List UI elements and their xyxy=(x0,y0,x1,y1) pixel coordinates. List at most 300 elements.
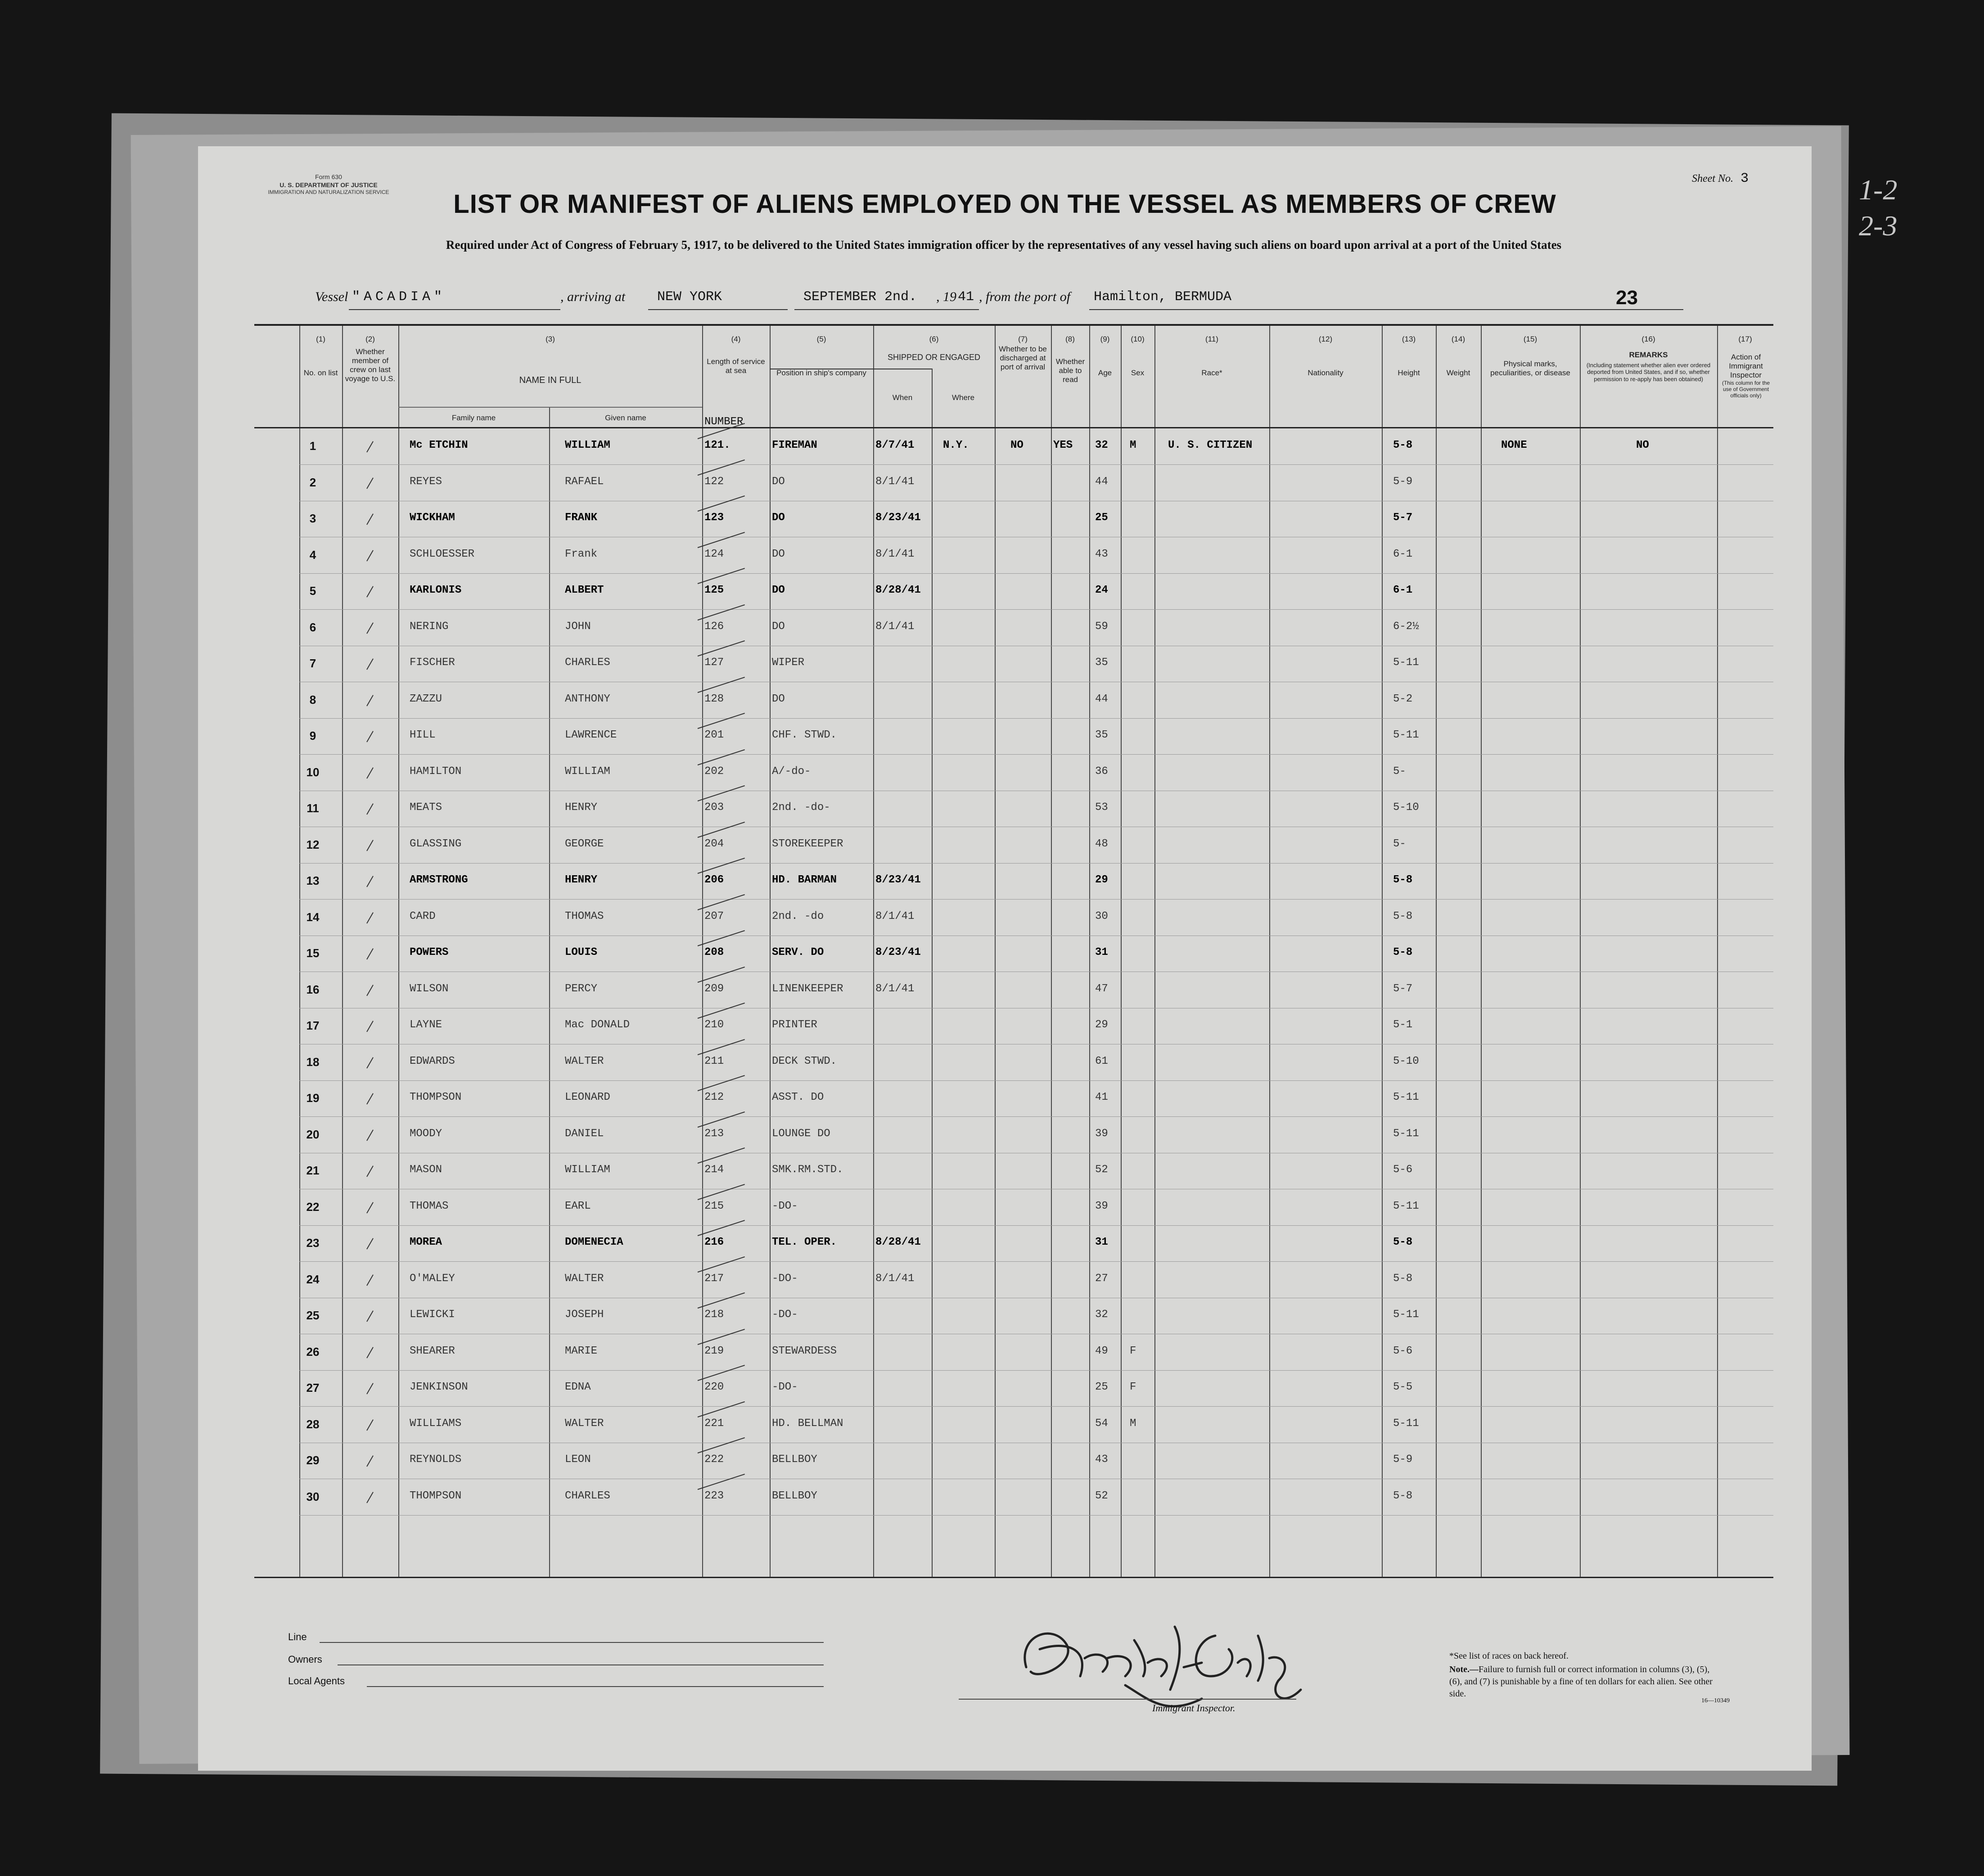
cell-when: 8/1/41 xyxy=(875,548,915,560)
table-row xyxy=(254,538,1773,574)
cell-position: 2nd. -do xyxy=(772,910,824,922)
cell-position: A/-do- xyxy=(772,765,811,778)
cell-number: 210 xyxy=(704,1019,724,1031)
table-row xyxy=(254,429,1773,465)
col-num-17: (17) xyxy=(1738,335,1752,343)
cell-position: TEL. OPER. xyxy=(772,1236,837,1248)
cell-family: Mc ETCHIN xyxy=(410,439,468,451)
col-num-5: (5) xyxy=(816,335,826,343)
cell-age: 29 xyxy=(1095,874,1108,886)
cell-age: 29 xyxy=(1095,1019,1108,1031)
cell-sex: F xyxy=(1130,1345,1136,1357)
cell-position: DO xyxy=(772,548,785,560)
cell-number: 222 xyxy=(704,1453,724,1466)
cell-given: WALTER xyxy=(565,1055,604,1067)
cell-height: 5-7 xyxy=(1393,982,1413,995)
cell-number: 123 xyxy=(704,512,724,524)
cell-given: PERCY xyxy=(565,982,598,995)
cell-height: 5-6 xyxy=(1393,1345,1413,1357)
margin-note-second: 2-3 xyxy=(1859,210,1898,242)
cell-family: JENKINSON xyxy=(410,1381,468,1393)
cell-age: 24 xyxy=(1095,584,1108,596)
cell-family: THOMPSON xyxy=(410,1489,462,1502)
cell-height: 6-2½ xyxy=(1393,620,1419,633)
col-height: Height xyxy=(1398,369,1420,377)
col-able-read: Whether able to read xyxy=(1055,357,1085,384)
cell-when: 8/28/41 xyxy=(875,584,921,596)
cell-nationality: U. S. CITIZEN xyxy=(1168,439,1253,451)
cell-given: MARIE xyxy=(565,1345,598,1357)
cell-number: 121. xyxy=(704,439,730,451)
table-row xyxy=(254,611,1773,647)
line-label: Line xyxy=(288,1631,307,1642)
cell-no: 19 xyxy=(306,1091,320,1105)
cell-given: Mac DONALD xyxy=(565,1019,630,1031)
cell-age: 31 xyxy=(1095,1236,1108,1248)
arriving-label: , arriving at xyxy=(560,289,626,304)
margin-note-top: 1-2 xyxy=(1859,174,1898,206)
cell-given: DOMENECIA xyxy=(565,1236,623,1248)
cell-family: CARD xyxy=(410,910,436,922)
cell-no: 22 xyxy=(306,1200,320,1214)
cell-no: 29 xyxy=(306,1453,320,1467)
cell-age: 52 xyxy=(1095,1489,1108,1502)
col-num-10: (10) xyxy=(1131,335,1145,343)
crew-tick xyxy=(366,513,374,525)
col-inspector-action: Action of Immigrant Inspector xyxy=(1729,353,1763,380)
cell-height: 5-1 xyxy=(1393,1019,1413,1031)
cell-age: 54 xyxy=(1095,1417,1108,1430)
races-note: *See list of races on back hereof. xyxy=(1449,1651,1569,1661)
cell-number: 221 xyxy=(704,1417,724,1430)
cell-height: 5-6 xyxy=(1393,1164,1413,1176)
cell-age: 43 xyxy=(1095,1453,1108,1466)
col-num-4: (4) xyxy=(731,335,741,343)
cell-age: 35 xyxy=(1095,729,1108,741)
cell-number: 126 xyxy=(704,620,724,633)
table-row xyxy=(254,1263,1773,1299)
cell-no: 20 xyxy=(306,1127,320,1141)
cell-no: 18 xyxy=(306,1055,320,1069)
cell-number: 213 xyxy=(704,1127,724,1140)
crew-tick xyxy=(366,622,374,634)
cell-age: 25 xyxy=(1095,512,1108,524)
cell-height: 5- xyxy=(1393,765,1406,778)
cell-when: 8/1/41 xyxy=(875,620,915,633)
cell-family: WILSON xyxy=(410,982,449,995)
table-row xyxy=(254,1335,1773,1371)
cell-height: 5-8 xyxy=(1393,1272,1413,1285)
crew-tick xyxy=(366,1274,374,1286)
cell-no: 10 xyxy=(306,765,320,779)
cell-when: 8/23/41 xyxy=(875,874,921,886)
table-row xyxy=(254,1408,1773,1444)
cell-number: 128 xyxy=(704,693,724,705)
cell-when: 8/7/41 xyxy=(875,439,915,451)
cell-position: DO xyxy=(772,475,785,488)
cell-family: SHEARER xyxy=(410,1345,455,1357)
inspector-label: Immigrant Inspector. xyxy=(1152,1702,1235,1714)
table-row xyxy=(254,1299,1773,1335)
cell-given: RAFAEL xyxy=(565,475,604,488)
cell-height: 5-8 xyxy=(1393,1489,1413,1502)
crew-tick xyxy=(366,441,374,452)
cell-family: SCHLOESSER xyxy=(410,548,475,560)
col-num-7: (7) xyxy=(1018,335,1028,343)
cell-family: LAYNE xyxy=(410,1019,442,1031)
cell-position: FIREMAN xyxy=(772,439,817,451)
crew-tick xyxy=(366,658,374,670)
arrival-date: SEPTEMBER 2nd. xyxy=(803,289,917,305)
sheet-label: Sheet No. xyxy=(1692,173,1733,184)
cell-number: 127 xyxy=(704,657,724,669)
col-last-voyage: Whether member of crew on last voyage to U.S. xyxy=(345,347,396,383)
cell-discharged: NO xyxy=(1010,439,1024,451)
cell-age: 32 xyxy=(1095,1309,1108,1321)
cell-position: LINENKEEPER xyxy=(772,982,843,995)
cell-no: 13 xyxy=(306,874,320,887)
crew-tick xyxy=(366,767,374,778)
crew-tick xyxy=(366,1455,374,1467)
cell-given: WILLIAM xyxy=(565,1164,610,1176)
cell-number: 207 xyxy=(704,910,724,922)
crew-tick xyxy=(366,948,374,959)
cell-given: LOUIS xyxy=(565,946,598,958)
crew-table xyxy=(254,324,1773,1578)
departure-port: Hamilton, BERMUDA xyxy=(1094,289,1232,305)
cell-given: WILLIAM xyxy=(565,439,610,451)
table-row xyxy=(254,502,1773,538)
cell-position: -DO- xyxy=(772,1309,798,1321)
col-num-9: (9) xyxy=(1100,335,1110,343)
table-row xyxy=(254,1045,1773,1081)
cell-height: 5-10 xyxy=(1393,801,1419,814)
cell-no: 2 xyxy=(309,475,316,489)
table-row xyxy=(254,1226,1773,1262)
cell-given: JOHN xyxy=(565,620,591,633)
cell-number: 219 xyxy=(704,1345,724,1357)
col-num-6: (6) xyxy=(929,335,939,343)
col-when: When xyxy=(892,393,913,402)
cell-no: 9 xyxy=(309,729,316,742)
col-nationality: Nationality xyxy=(1308,369,1344,377)
cell-height: 6-1 xyxy=(1393,548,1413,560)
cell-position: DO xyxy=(772,512,785,524)
cell-age: 61 xyxy=(1095,1055,1108,1067)
cell-no: 27 xyxy=(306,1381,320,1395)
cell-age: 59 xyxy=(1095,620,1108,633)
crew-tick xyxy=(366,912,374,923)
cell-number: 206 xyxy=(704,874,724,886)
cell-number: 223 xyxy=(704,1489,724,1502)
col-position: Position in ship's company xyxy=(776,369,866,377)
cell-position: 2nd. -do- xyxy=(772,801,830,814)
cell-where: N.Y. xyxy=(943,439,969,451)
col-given-name: Given name xyxy=(605,414,646,422)
crew-tick xyxy=(366,803,374,814)
cell-no: 15 xyxy=(306,946,320,960)
cell-position: -DO- xyxy=(772,1272,798,1285)
cell-age: 41 xyxy=(1095,1091,1108,1103)
cell-number: 211 xyxy=(704,1055,724,1067)
col-shipped-engaged: SHIPPED OR ENGAGED xyxy=(887,353,981,362)
col-num-2: (2) xyxy=(365,335,375,343)
cell-position: WIPER xyxy=(772,657,805,669)
crew-tick xyxy=(366,985,374,996)
table-row xyxy=(254,719,1773,755)
crew-tick xyxy=(366,1347,374,1358)
cell-number: 202 xyxy=(704,765,724,778)
cell-family: LEWICKI xyxy=(410,1309,455,1321)
sheet-number xyxy=(1692,171,1749,186)
cell-age: 32 xyxy=(1095,439,1108,451)
cell-height: 5-11 xyxy=(1393,657,1419,669)
cell-number: 201 xyxy=(704,729,724,741)
col-inspector-note: (This column for the use of Government officials only) xyxy=(1722,380,1770,399)
cell-age: 43 xyxy=(1095,548,1108,560)
cell-position: BELLBOY xyxy=(772,1489,817,1502)
cell-number: 214 xyxy=(704,1164,724,1176)
table-row xyxy=(254,756,1773,792)
cell-height: 5-11 xyxy=(1393,1309,1419,1321)
cell-age: 47 xyxy=(1095,982,1108,995)
cell-position: DO xyxy=(772,620,785,633)
cell-marks: NONE xyxy=(1501,439,1527,451)
cell-number: 208 xyxy=(704,946,724,958)
cell-family: WICKHAM xyxy=(410,512,455,524)
cell-no: 26 xyxy=(306,1345,320,1359)
crew-tick xyxy=(366,1129,374,1141)
col-where: Where xyxy=(951,393,975,402)
cell-no: 7 xyxy=(309,657,316,670)
cell-family: FISCHER xyxy=(410,657,455,669)
cell-age: 31 xyxy=(1095,946,1108,958)
cell-no: 1 xyxy=(309,439,316,453)
cell-given: EDNA xyxy=(565,1381,591,1393)
cell-height: 5-11 xyxy=(1393,1200,1419,1212)
cell-position: DO xyxy=(772,584,785,596)
local-agents-label: Local Agents xyxy=(288,1675,345,1687)
cell-position: HD. BELLMAN xyxy=(772,1417,843,1430)
crew-tick xyxy=(366,1021,374,1032)
col-num-13: (13) xyxy=(1402,335,1416,343)
crew-tick xyxy=(366,1165,374,1177)
crew-tick xyxy=(366,876,374,887)
cell-sex: M xyxy=(1130,439,1136,451)
cell-age: 36 xyxy=(1095,765,1108,778)
cell-height: 5-11 xyxy=(1393,1417,1419,1430)
col-age: Age xyxy=(1098,369,1112,377)
cell-position: SERV. DO xyxy=(772,946,824,958)
cell-position: DO xyxy=(772,693,785,705)
cell-no: 5 xyxy=(309,584,316,598)
cell-when: 8/1/41 xyxy=(875,475,915,488)
table-row xyxy=(254,864,1773,900)
crew-tick xyxy=(366,477,374,489)
cell-given: LEONARD xyxy=(565,1091,610,1103)
cell-no: 23 xyxy=(306,1236,320,1250)
table-row xyxy=(254,647,1773,683)
cell-sex: M xyxy=(1130,1417,1136,1430)
cell-age: 53 xyxy=(1095,801,1108,814)
cell-position: -DO- xyxy=(772,1381,798,1393)
cell-position: PRINTER xyxy=(772,1019,817,1031)
cell-no: 12 xyxy=(306,837,320,851)
crew-tick xyxy=(366,1202,374,1213)
cell-given: WILLIAM xyxy=(565,765,610,778)
cell-sex: F xyxy=(1130,1381,1136,1393)
cell-family: MASON xyxy=(410,1164,442,1176)
cell-family: HILL xyxy=(410,729,436,741)
cell-family: O'MALEY xyxy=(410,1272,455,1285)
department-name: U. S. DEPARTMENT OF JUSTICE xyxy=(280,181,378,189)
table-row xyxy=(254,1009,1773,1045)
col-num-16: (16) xyxy=(1641,335,1655,343)
table-row xyxy=(254,1444,1773,1480)
cell-when: 8/1/41 xyxy=(875,1272,915,1285)
cell-position: CHF. STWD. xyxy=(772,729,837,741)
crew-tick xyxy=(366,840,374,851)
crew-tick xyxy=(366,1419,374,1431)
cell-height: 5-8 xyxy=(1393,910,1413,922)
col-sex: Sex xyxy=(1131,369,1145,377)
cell-family: MOODY xyxy=(410,1127,442,1140)
cell-height: 6-1 xyxy=(1393,584,1413,596)
service-name: IMMIGRATION AND NATURALIZATION SERVICE xyxy=(268,189,389,195)
cell-family: MOREA xyxy=(410,1236,442,1248)
col-discharged: Whether to be discharged at port of arrival xyxy=(999,345,1047,372)
cell-age: 44 xyxy=(1095,693,1108,705)
cell-family: POWERS xyxy=(410,946,449,958)
year-value: 41 xyxy=(958,289,974,305)
cell-family: REYNOLDS xyxy=(410,1453,462,1466)
cell-number: 212 xyxy=(704,1091,724,1103)
cell-no: 16 xyxy=(306,982,320,996)
cell-no: 25 xyxy=(306,1309,320,1322)
table-row xyxy=(254,683,1773,719)
cell-age: 30 xyxy=(1095,910,1108,922)
cell-when: 8/1/41 xyxy=(875,910,915,922)
cell-number: 218 xyxy=(704,1309,724,1321)
cell-number: 125 xyxy=(704,584,724,596)
cell-height: 5-11 xyxy=(1393,729,1419,741)
cell-age: 44 xyxy=(1095,475,1108,488)
cell-given: WALTER xyxy=(565,1272,604,1285)
col-race: Race* xyxy=(1201,369,1222,377)
table-row xyxy=(254,828,1773,864)
cell-family: ZAZZU xyxy=(410,693,442,705)
page-subtitle: Required under Act of Congress of February 5, 1917, to be delivered to the United States immigration officer by the representatives of any vessel having such aliens on board upon arrival at a port of the United States xyxy=(446,238,1562,252)
vessel-label: Vessel xyxy=(315,289,348,304)
cell-no: 6 xyxy=(309,620,316,634)
col-num-12: (12) xyxy=(1318,335,1333,343)
cell-number: 209 xyxy=(704,982,724,995)
cell-number: 220 xyxy=(704,1381,724,1393)
page-number: 23 xyxy=(1616,287,1638,309)
cell-when: 8/28/41 xyxy=(875,1236,921,1248)
cell-age: 35 xyxy=(1095,657,1108,669)
note-label: Note.— xyxy=(1449,1665,1479,1674)
cell-position: DECK STWD. xyxy=(772,1055,837,1067)
cell-position: HD. BARMAN xyxy=(772,874,837,886)
cell-remarks: NO xyxy=(1636,439,1649,451)
cell-when: 8/1/41 xyxy=(875,982,915,995)
crew-tick xyxy=(366,1093,374,1104)
cell-age: 39 xyxy=(1095,1127,1108,1140)
cell-family: REYES xyxy=(410,475,442,488)
table-row xyxy=(254,1081,1773,1117)
cell-no: 28 xyxy=(306,1417,320,1431)
cell-height: 5-8 xyxy=(1393,946,1413,958)
cell-number: 203 xyxy=(704,801,724,814)
cell-given: EARL xyxy=(565,1200,591,1212)
table-row xyxy=(254,973,1773,1009)
note-text: Failure to furnish full or correct information in columns (3), (5), (6), and (7) is punishable by a fine of ten dollars for each alien. See other side. xyxy=(1449,1665,1713,1699)
cell-family: THOMPSON xyxy=(410,1091,462,1103)
cell-when: 8/23/41 xyxy=(875,946,921,958)
cell-no: 24 xyxy=(306,1272,320,1286)
form-number: Form 630 xyxy=(315,173,342,180)
cell-age: 25 xyxy=(1095,1381,1108,1393)
cell-family: MEATS xyxy=(410,801,442,814)
cell-given: JOSEPH xyxy=(565,1309,604,1321)
cell-number: 216 xyxy=(704,1236,724,1248)
cell-given: ALBERT xyxy=(565,584,604,596)
col-weight: Weight xyxy=(1446,369,1470,377)
manifest-sheet xyxy=(198,146,1812,1771)
cell-no: 14 xyxy=(306,910,320,924)
cell-no: 3 xyxy=(309,512,316,525)
penalty-note xyxy=(1449,1664,1719,1700)
crew-tick xyxy=(366,1238,374,1249)
col-physical-marks: Physical marks, peculiarities, or disease xyxy=(1490,360,1570,378)
cell-no: 8 xyxy=(309,693,316,706)
cell-height: 5-10 xyxy=(1393,1055,1419,1067)
col-name-in-full: NAME IN FULL xyxy=(519,375,582,385)
cell-given: FRANK xyxy=(565,512,598,524)
vessel-name: "ACADIA" xyxy=(352,289,446,305)
cell-no: 30 xyxy=(306,1489,320,1503)
cell-family: ARMSTRONG xyxy=(410,874,468,886)
from-label: , from the port of xyxy=(979,289,1071,304)
sheet-value: 3 xyxy=(1740,171,1749,186)
cell-position: LOUNGE DO xyxy=(772,1127,830,1140)
col-num-15: (15) xyxy=(1523,335,1538,343)
table-row xyxy=(254,792,1773,828)
cell-number: 204 xyxy=(704,837,724,850)
table-row xyxy=(254,1480,1773,1516)
cell-family: HAMILTON xyxy=(410,765,462,778)
cell-family: EDWARDS xyxy=(410,1055,455,1067)
table-row xyxy=(254,1118,1773,1154)
table-row xyxy=(254,1154,1773,1190)
crew-tick xyxy=(366,1310,374,1322)
cell-given: HENRY xyxy=(565,801,598,814)
cell-height: 5-11 xyxy=(1393,1091,1419,1103)
cell-age: 52 xyxy=(1095,1164,1108,1176)
cell-read: YES xyxy=(1053,439,1073,451)
cell-height: 5-2 xyxy=(1393,693,1413,705)
cell-family: WILLIAMS xyxy=(410,1417,462,1430)
col-length-service: Length of service at sea xyxy=(707,357,765,375)
cell-position: SMK.RM.STD. xyxy=(772,1164,843,1176)
col-num-1: (1) xyxy=(316,335,325,343)
table-row xyxy=(254,900,1773,936)
col-no-on-list: No. on list xyxy=(303,369,338,377)
cell-position: STOREKEEPER xyxy=(772,837,843,850)
cell-height: 5-9 xyxy=(1393,1453,1413,1466)
cell-height: 5-8 xyxy=(1393,439,1413,451)
